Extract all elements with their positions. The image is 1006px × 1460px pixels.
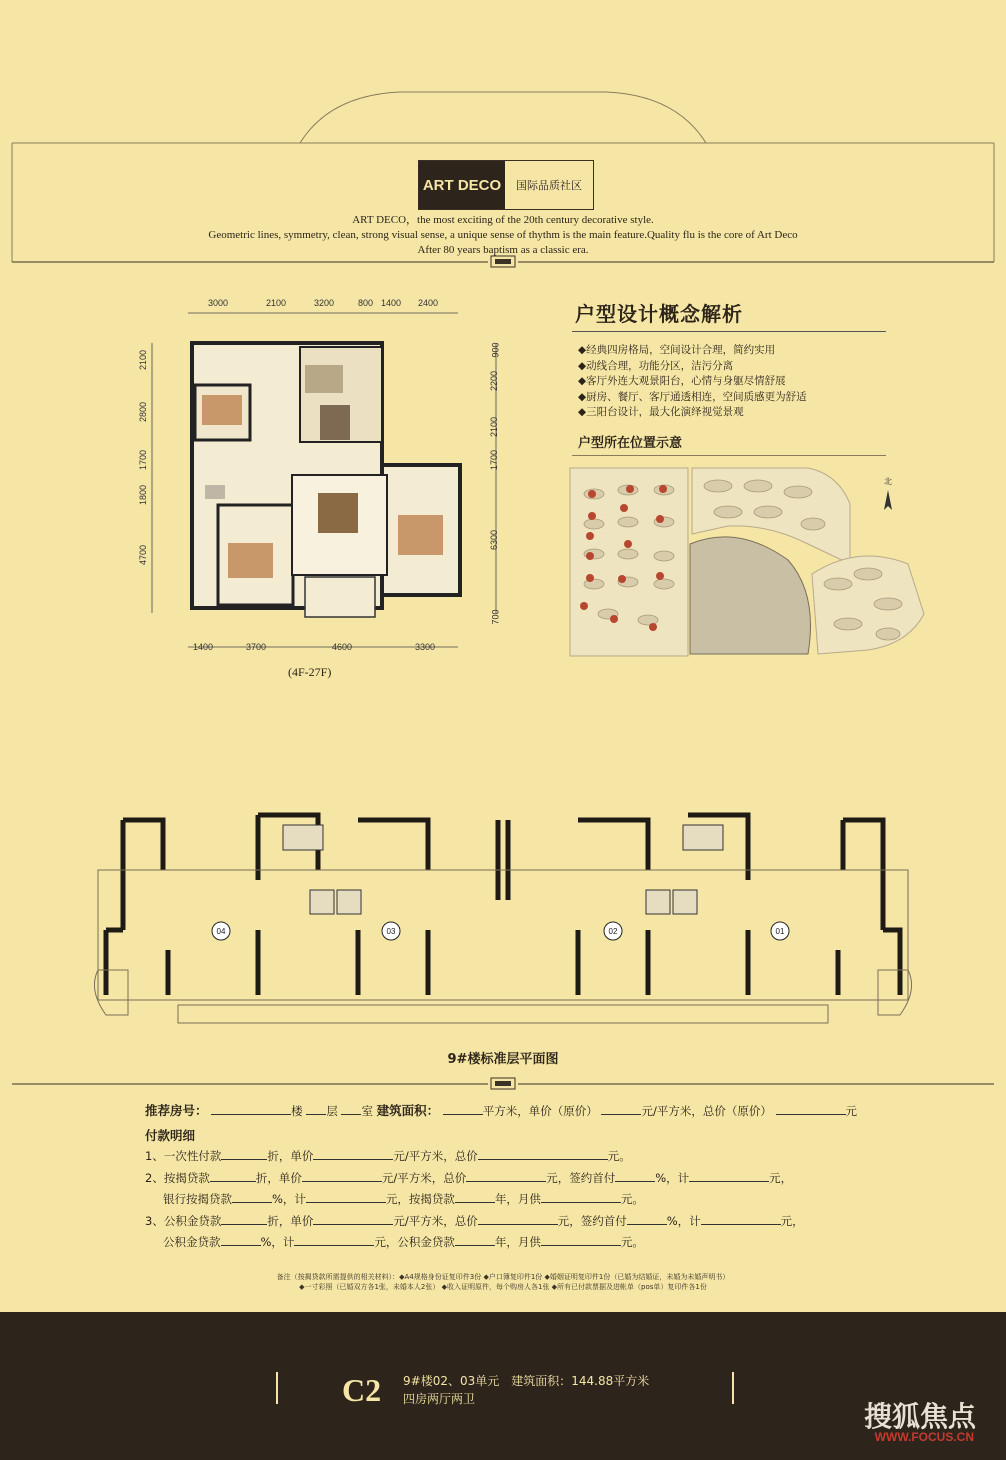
location-rule — [572, 455, 886, 456]
r4-a: 银行按揭贷款 — [163, 1192, 232, 1206]
bullet-4: ◆厨房、餐厅、客厅通透相连，空间质感更为舒适 — [578, 390, 807, 403]
r6-blank-3[interactable] — [455, 1245, 495, 1246]
t-yuan: 元 — [845, 1104, 857, 1118]
standard-floor-plan — [88, 810, 918, 1032]
r5-blank-3[interactable] — [478, 1224, 558, 1225]
dim-left-2: 2800 — [138, 401, 149, 423]
r6-b: %，计 — [260, 1235, 295, 1249]
note-line-2: ◆一寸彩照（已婚双方各1张，未婚本人2张） ◆收入证明原件，每个购房人各1张 ◆所有已付款票据及进帐单（pos单）复印件各1份 — [299, 1283, 707, 1291]
r4-c: 元，按揭贷款 — [385, 1192, 455, 1206]
r3-a: 2、按揭贷款 — [145, 1171, 210, 1185]
r4-blank-2[interactable] — [306, 1202, 386, 1203]
intro-line-1: ART DECO，the most exciting of the 20th century decorative style. — [352, 214, 654, 226]
r2-a: 1、一次性付款 — [145, 1149, 222, 1163]
north-label: 北 — [884, 477, 892, 486]
t-total: 元/平方米，总价（原价） — [641, 1104, 772, 1118]
unit-label-04: 04 — [216, 927, 226, 936]
bullet-5: ◆三阳台设计，最大化演绎视觉景观 — [578, 406, 744, 418]
logo-text: ART DECO — [419, 161, 505, 209]
footer-divider-right — [732, 1372, 734, 1404]
r5-c: 元/平方米，总价 — [393, 1214, 478, 1228]
dim-top-3: 3200 — [314, 298, 335, 308]
art-deco-logo — [418, 160, 594, 210]
dim-left-1: 2100 — [138, 349, 149, 371]
building-blank[interactable] — [211, 1114, 291, 1115]
r4-blank-3[interactable] — [455, 1202, 495, 1203]
payment-title — [145, 1126, 195, 1144]
r5-b: 折，单价 — [267, 1214, 314, 1228]
r5-a: 3、公积金贷款 — [145, 1214, 222, 1228]
dim-right-5: 6300 — [489, 529, 500, 551]
bullet-3: ◆客厅外连大观景阳台，心情与身躯尽情舒展 — [578, 375, 786, 387]
r5-d: 元，签约首付 — [557, 1214, 627, 1228]
floor-range: (4F-27F) — [288, 665, 332, 679]
r6-a: 公积金贷款 — [163, 1235, 221, 1249]
dim-top-2: 2100 — [266, 298, 287, 308]
bullet-2: ◆动线合理，功能分区，洁污分离 — [578, 359, 734, 372]
r3-blank-2[interactable] — [302, 1181, 382, 1182]
unit-floor-plan — [140, 295, 520, 655]
r6-blank-4[interactable] — [541, 1245, 621, 1246]
unit-type-code: C2 — [342, 1372, 382, 1408]
dim-bottom-1: 1400 — [193, 642, 214, 652]
form-row-fund-loan-2 — [163, 1234, 644, 1250]
r3-blank-4[interactable] — [615, 1181, 655, 1182]
dim-bottom-2: 3700 — [246, 642, 267, 652]
dim-top-1: 3000 — [208, 298, 229, 308]
logo-tagline: 国际品质社区 — [516, 179, 582, 192]
dim-bottom-3: 4600 — [332, 642, 353, 652]
r5-blank-2[interactable] — [313, 1224, 393, 1225]
location-title: 户型所在位置示意 — [578, 436, 683, 451]
r4-e: 元。 — [620, 1192, 644, 1206]
r2-b: 折，单价 — [267, 1149, 314, 1163]
r4-blank-1[interactable] — [232, 1202, 272, 1203]
r6-e: 元。 — [620, 1235, 644, 1249]
dim-right-2: 2200 — [489, 370, 500, 392]
r2-blank-3[interactable] — [478, 1159, 608, 1160]
intro-line-3: After 80 years baptism as a classic era. — [417, 244, 589, 256]
unit-label-03: 03 — [386, 927, 396, 936]
dim-top-6: 2400 — [418, 298, 439, 308]
room-blank[interactable] — [341, 1114, 361, 1115]
form-row-mortgage — [145, 1170, 792, 1186]
r2-c: 元/平方米，总价 — [393, 1149, 478, 1163]
r4-b: %，计 — [272, 1192, 306, 1206]
concept-rule — [572, 331, 886, 332]
dim-left-3: 1700 — [138, 449, 149, 471]
r3-d: 元，签约首付 — [546, 1171, 616, 1185]
dim-top-4: 800 — [358, 298, 374, 308]
total-price-blank[interactable] — [776, 1114, 846, 1115]
r5-blank-4[interactable] — [627, 1224, 667, 1225]
watermark-url: WWW.FOCUS.CN — [874, 1430, 974, 1444]
r6-blank-2[interactable] — [294, 1245, 374, 1246]
r4-d: 年，月供 — [494, 1192, 541, 1206]
north-arrow-icon — [884, 490, 892, 510]
r6-blank-1[interactable] — [221, 1245, 261, 1246]
dim-bottom-4: 3300 — [415, 642, 436, 652]
r3-blank-3[interactable] — [466, 1181, 546, 1182]
r5-blank-1[interactable] — [221, 1224, 267, 1225]
r6-d: 年，月供 — [494, 1235, 541, 1249]
area-label: 建筑面积： — [376, 1103, 440, 1118]
r2-blank-2[interactable] — [313, 1159, 393, 1160]
unit-label-01: 01 — [775, 927, 785, 936]
unit-label-02: 02 — [608, 927, 618, 936]
form-row-bank-loan — [163, 1191, 644, 1207]
r3-blank-5[interactable] — [689, 1181, 769, 1182]
r4-blank-4[interactable] — [541, 1202, 621, 1203]
bullet-1: ◆经典四房格局，空间设计合理，简约实用 — [578, 344, 776, 356]
r3-e: %，计 — [655, 1171, 690, 1185]
form-divider — [0, 1077, 1006, 1091]
dim-right-4: 1700 — [489, 449, 500, 471]
r5-blank-5[interactable] — [701, 1224, 781, 1225]
r3-blank-1[interactable] — [210, 1181, 256, 1182]
dim-right-3: 2100 — [489, 416, 500, 438]
unit-price-blank[interactable] — [601, 1114, 641, 1115]
note-line-1: 备注（按揭贷款所需提供的相关材料）：◆A4规格身份证复印件3份 ◆户口簿复印件1份 ◆婚姻证明复印件1份（已婚为结婚证，未婚为未婚声明书） — [276, 1273, 730, 1281]
r5-e: %，计 — [666, 1214, 701, 1228]
r3-f: 元， — [769, 1171, 793, 1185]
watermark-logo: 搜狐焦点 — [863, 1400, 976, 1433]
footer-divider-left — [276, 1372, 278, 1404]
r3-c: 元/平方米，总价 — [381, 1171, 467, 1185]
concept-bullets — [578, 343, 807, 421]
form-row-fund-loan — [145, 1213, 804, 1229]
t-price: 平方米，单价（原价） — [482, 1104, 598, 1118]
dim-top-5: 1400 — [381, 298, 402, 308]
intro-line-2: Geometric lines, symmetry, clean, strong visual sense, a unique sense of thythm is the main feature.Quality flu is the core of Art Deco — [208, 229, 798, 241]
dim-left-4: 1800 — [138, 484, 149, 506]
site-location-map — [568, 464, 928, 660]
r6-c: 元，公积金贷款 — [374, 1235, 455, 1249]
unit-info-line-2: 四房两厅两卫 — [403, 1392, 476, 1406]
r5-f: 元， — [780, 1214, 804, 1228]
concept-title: 户型设计概念解析 — [575, 302, 743, 326]
r2-d: 元。 — [607, 1149, 631, 1163]
dim-right-6: 700 — [490, 609, 501, 625]
form-row-full-payment — [145, 1148, 631, 1164]
area-blank[interactable] — [443, 1114, 483, 1115]
floor-plan-title: 9#楼标准层平面图 — [447, 1052, 559, 1067]
payment-title-text: 付款明细 — [145, 1128, 196, 1143]
r3-b: 折，单价 — [255, 1171, 302, 1185]
r2-blank-1[interactable] — [221, 1159, 267, 1160]
t-lou: 楼 — [291, 1104, 303, 1118]
t-ceng: 层 — [326, 1104, 338, 1118]
form-row-room — [145, 1101, 857, 1119]
floor-blank[interactable] — [306, 1114, 326, 1115]
dim-left-5: 4700 — [138, 544, 149, 566]
dim-right-1: 900 — [490, 342, 501, 358]
t-shi: 室 — [361, 1104, 373, 1118]
room-label: 推荐房号： — [145, 1103, 208, 1118]
unit-info-line-1: 9#楼02、03单元 建筑面积：144.88平方米 — [403, 1374, 650, 1388]
